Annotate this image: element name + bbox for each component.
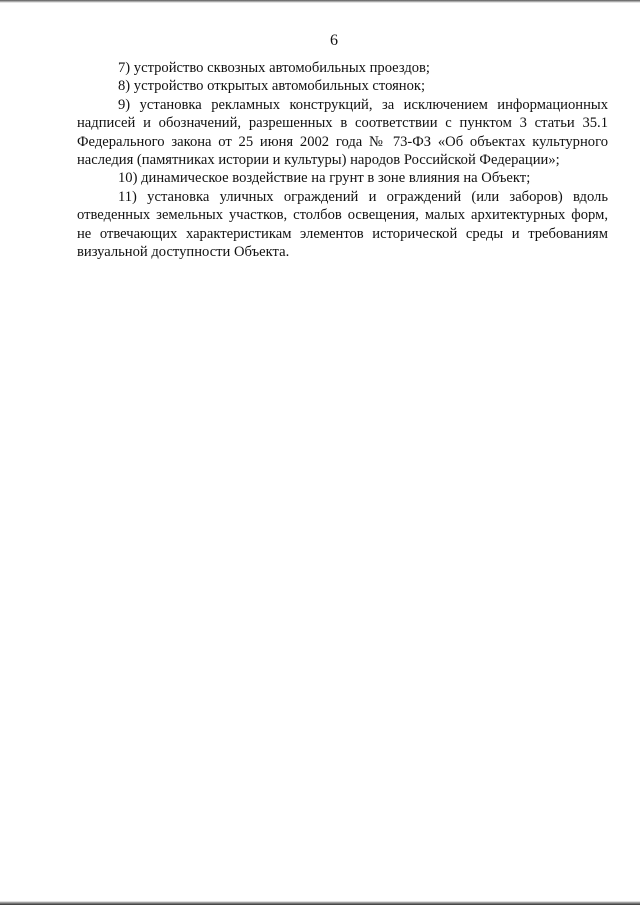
- list-item-9: 9) установка рекламных конструкций, за исключением информационных надписей и обозначений, разрешенных в соответствии с пунктом 3 статьи 35.1 Федерального закона от 25 июня 2002 года № 73-ФЗ «Об объектах культурного наследия (памятниках истории и культуры) народов Российской Федерации»;: [77, 96, 608, 169]
- page-number: 6: [330, 32, 338, 49]
- list-item-11: 11) установка уличных ограждений и ограждений (или заборов) вдоль отведенных земельных участков, столбов освещения, малых архитектурных форм, не отвечающих характеристикам элементов исторической среды и требованиям визуальной доступности Объекта.: [77, 188, 608, 261]
- scan-edge-top: [0, 0, 640, 3]
- list-item-7: 7) устройство сквозных автомобильных проездов;: [118, 60, 430, 76]
- scan-edge-bottom: [0, 901, 640, 905]
- list-item-8: 8) устройство открытых автомобильных стоянок;: [118, 78, 426, 95]
- list-item-10: 10) динамическое воздействие на грунт в зоне влияния на Объект;: [118, 170, 531, 187]
- document-body: [77, 59, 608, 261]
